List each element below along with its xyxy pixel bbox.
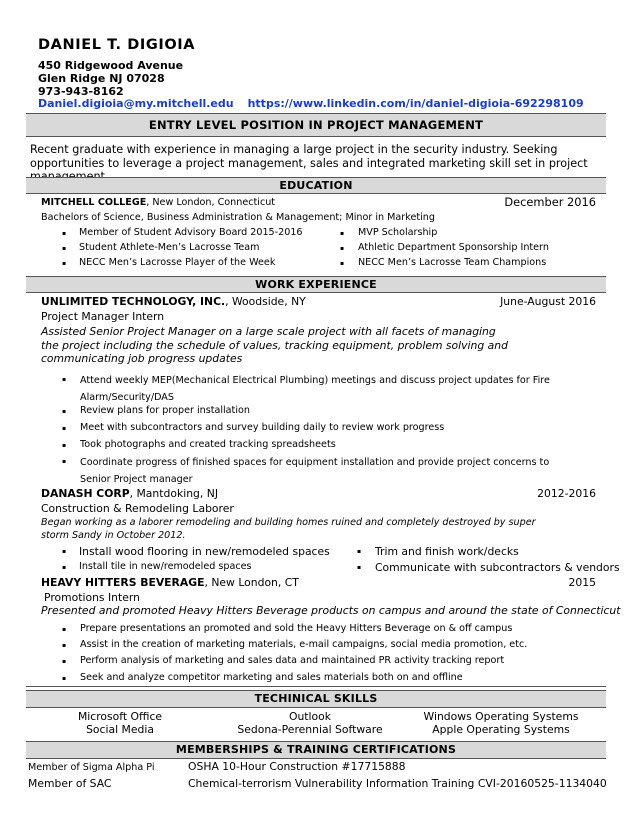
bullet-icon: ▪ xyxy=(62,626,67,633)
list-item: Install wood flooring in new/remodeled spaces xyxy=(79,545,330,558)
job-header xyxy=(41,295,306,308)
bullet-icon: ▪ xyxy=(62,408,67,415)
job-header xyxy=(41,487,218,500)
school-name: MITCHELL COLLEGE xyxy=(41,197,147,208)
email-link[interactable]: Daniel.digioia@my.mitchell.edu xyxy=(38,97,234,110)
address-line-2: Glen Ridge NJ 07028 xyxy=(38,72,165,85)
list-item: Install tile in new/remodeled spaces xyxy=(79,561,252,572)
skill-item: Apple Operating Systems xyxy=(432,723,570,736)
bullet-icon: ▪ xyxy=(62,376,67,383)
address-line-1: 450 Ridgewood Avenue xyxy=(38,59,184,72)
company-name: DANASH CORP xyxy=(41,487,130,500)
job-role: Promotions Intern xyxy=(44,591,140,604)
list-item: Athletic Department Sponsorship Intern xyxy=(358,242,549,253)
job-date: 2015 xyxy=(568,576,596,589)
list-item: Seek and analyze competitor marketing and sales materials both on and offline xyxy=(80,672,463,683)
list-item: Student Athlete-Men’s Lacrosse Team xyxy=(79,242,260,253)
list-item: MVP Scholarship xyxy=(358,227,438,238)
bullet-icon: ▪ xyxy=(62,230,67,237)
list-item: Took photographs and created tracking spreadsheets xyxy=(80,439,336,450)
experience-title: WORK EXPERIENCE xyxy=(26,276,606,293)
membership-item: Member of Sigma Alpha Pi xyxy=(28,762,155,773)
list-item: Assist in the creation of marketing materials, e-mail campaigns, social media promotion, etc. xyxy=(80,639,528,650)
company-location: , Woodside, NY xyxy=(225,295,306,308)
list-item: Prepare presentations an promoted and sold the Heavy Hitters Beverage on & off campus xyxy=(80,623,513,634)
job-role: Project Manager Intern xyxy=(41,310,165,323)
company-name: HEAVY HITTERS BEVERAGE xyxy=(41,576,205,589)
job-summary: Assisted Senior Project Manager on a large scale project with all facets of managing the project including the schedule of values, tracking equipment, problem solving and communicating job progress updates xyxy=(41,325,508,365)
objective-title: ENTRY LEVEL POSITION IN PROJECT MANAGEMENT xyxy=(26,113,606,137)
bullet-icon: ▪ xyxy=(340,230,345,237)
company-location: , New London, CT xyxy=(204,576,299,589)
job-date: 2012-2016 xyxy=(537,487,596,500)
education-title: EDUCATION xyxy=(26,177,606,194)
bullet-icon: ▪ xyxy=(62,458,67,465)
bullet-icon: ▪ xyxy=(62,658,67,665)
list-item: Communicate with subcontractors & vendors xyxy=(375,561,620,574)
section-divider xyxy=(26,686,606,687)
list-item: Trim and finish work/decks xyxy=(375,545,519,558)
bullet-icon: ▪ xyxy=(357,548,362,555)
list-item: NECC Men’s Lacrosse Team Champions xyxy=(358,257,547,268)
bullet-icon: ▪ xyxy=(357,564,362,571)
company-name: UNLIMITED TECHNOLOGY, INC. xyxy=(41,295,226,308)
list-item: Review plans for proper installation xyxy=(80,405,250,416)
bullet-icon: ▪ xyxy=(62,548,67,555)
list-item: Meet with subcontractors and survey building daily to review work progress xyxy=(80,422,445,433)
contact-links xyxy=(38,97,584,110)
job-header xyxy=(41,576,299,589)
bullet-icon: ▪ xyxy=(340,260,345,267)
list-item: Attend weekly MEP(Mechanical Electrical Plumbing) meetings and discuss project updates for Fire Alarm/Security/DAS xyxy=(80,375,550,403)
skill-item: Windows Operating Systems xyxy=(423,710,579,723)
education-date: December 2016 xyxy=(504,195,596,209)
candidate-name: DANIEL T. DIGIOIA xyxy=(38,37,196,53)
job-summary: Began working as a laborer remodeling and building homes ruined and completely destroyed by super storm Sandy in October 2012. xyxy=(41,517,536,541)
list-item: NECC Men’s Lacrosse Player of the Week xyxy=(79,257,276,268)
bullet-icon: ▪ xyxy=(62,260,67,267)
bullet-icon: ▪ xyxy=(62,425,67,432)
skill-item: Outlook xyxy=(288,710,332,723)
skill-item: Sedona-Perennial Software xyxy=(237,723,383,736)
bullet-icon: ▪ xyxy=(62,642,67,649)
job-role: Construction & Remodeling Laborer xyxy=(41,502,234,515)
skills-title: TECHINICAL SKILLS xyxy=(26,690,606,708)
skill-item: Microsoft Office xyxy=(77,710,163,723)
objective-summary: Recent graduate with experience in managing a large project in the security industry. Seeking opportunities to leverage a project management, sales and integrated marketing skill set in project xyxy=(30,143,588,170)
list-item: Coordinate progress of finished spaces for equipment installation and provide project concerns to Senior Project manager xyxy=(80,457,550,485)
bullet-icon: ▪ xyxy=(62,564,67,571)
list-item: Perform analysis of marketing and sales data and maintained PR activity tracking report xyxy=(80,655,505,666)
bullet-icon: ▪ xyxy=(340,245,345,252)
skill-item: Social Media xyxy=(86,723,154,736)
education-degree: Bachelors of Science, Business Administration & Management; Minor in Marketing xyxy=(41,212,435,223)
school-location: , New London, Connecticut xyxy=(146,197,276,208)
education-school-line xyxy=(41,197,275,208)
job-summary: Presented and promoted Heavy Hitters Beverage products on campus and around the state of Connecticut xyxy=(41,604,621,617)
bullet-icon: ▪ xyxy=(62,245,67,252)
bullet-icon: ▪ xyxy=(62,675,67,682)
memberships-title: MEMBERSHIPS & TRAINING CERTIFICATIONS xyxy=(26,741,606,759)
company-location: , Mantdoking, NJ xyxy=(129,487,219,500)
certification-item: Chemical-terrorism Vulnerability Information Training CVI-20160525-1134040 xyxy=(188,777,607,790)
list-item: Member of Student Advisory Board 2015-2016 xyxy=(79,227,303,238)
certification-item: OSHA 10-Hour Construction #17715888 xyxy=(188,760,406,773)
membership-item: Member of SAC xyxy=(28,777,112,790)
linkedin-link[interactable]: https://www.linkedin.com/in/daniel-digioia-692298109 xyxy=(247,97,584,110)
job-date: June-August 2016 xyxy=(500,295,596,308)
phone-number: 973-943-8162 xyxy=(38,85,124,98)
bullet-icon: ▪ xyxy=(62,442,67,449)
